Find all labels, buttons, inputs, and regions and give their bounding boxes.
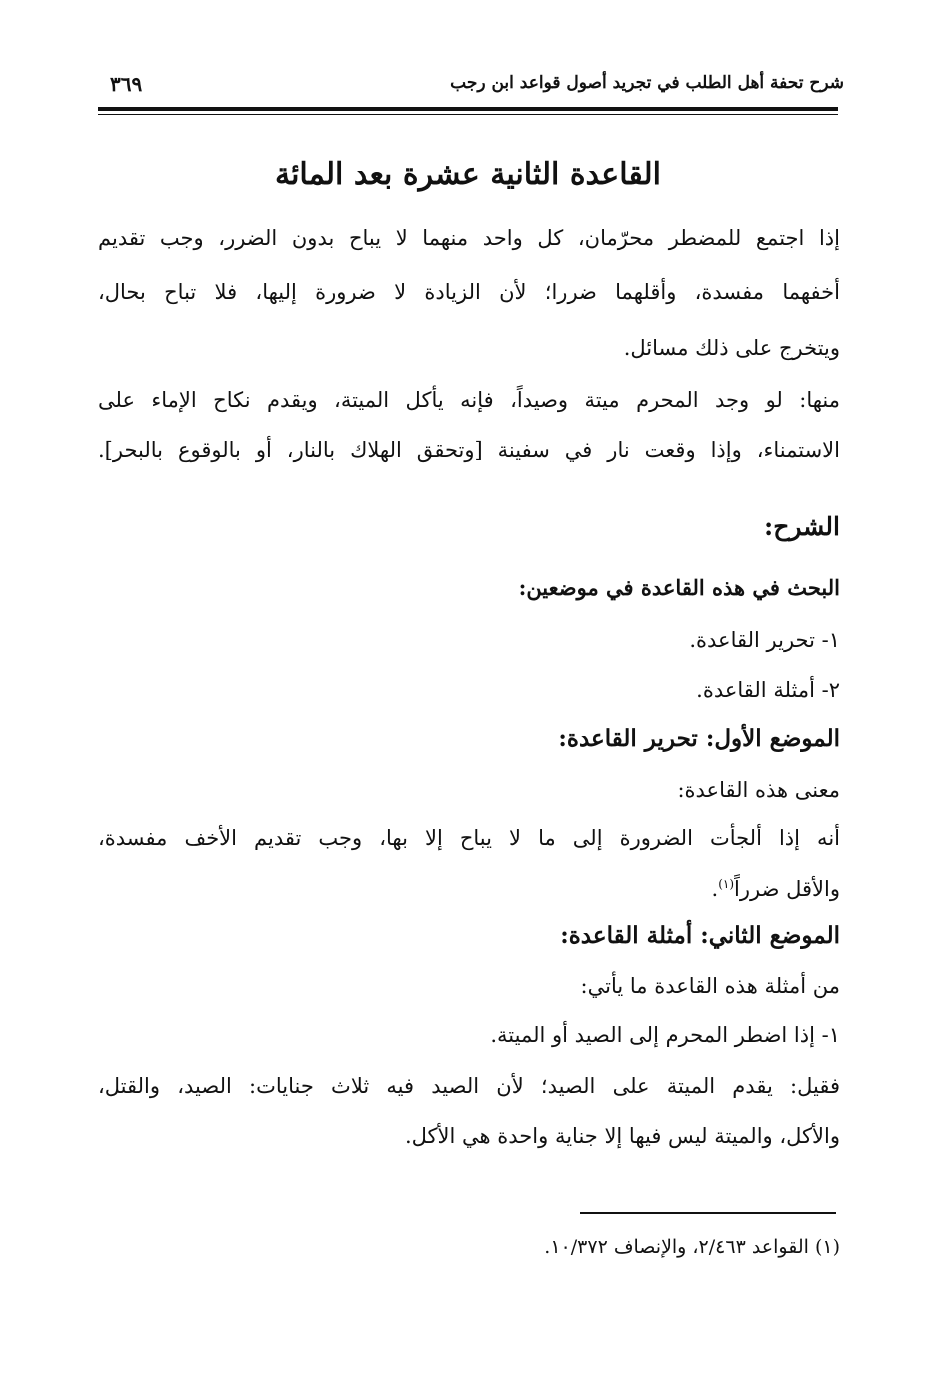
page-number: ٣٦٩ bbox=[110, 72, 143, 96]
rule-text-line-3: ويتخرج على ذلك مسائل. bbox=[623, 336, 840, 360]
section2-intro: من أمثلة هذه القاعدة ما يأتي: bbox=[580, 974, 840, 998]
footnote-ref: (١) bbox=[718, 877, 735, 891]
rule-title: القاعدة الثانية عشرة بعد المائة bbox=[275, 157, 661, 192]
section1-line-2 bbox=[98, 864, 840, 904]
footnote: (١) القواعد ٢/٤٦٣، والإنصاف ١٠/٣٧٢. bbox=[544, 1236, 840, 1258]
section1-heading: الموضع الأول: تحرير القاعدة: bbox=[558, 725, 840, 752]
footnote-separator bbox=[580, 1212, 836, 1214]
section1-label: معنى هذه القاعدة: bbox=[677, 778, 840, 802]
section2-line-2: والأكل، والميتة ليس فيها إلا جناية واحدة هي الأكل. bbox=[404, 1124, 840, 1148]
sharh-item-1: ١- تحرير القاعدة. bbox=[689, 628, 840, 652]
header-rule-thin bbox=[98, 114, 838, 115]
sharh-intro: البحث في هذه القاعدة في موضعين: bbox=[518, 575, 840, 600]
section1-line-2-text: والأقل ضرراً bbox=[734, 877, 840, 901]
section2-line-1: فقيل: يقدم الميتة على الصيد؛ لأن الصيد فيه ثلاث جنايات: الصيد، والقتل، bbox=[98, 1074, 840, 1098]
running-header-title: شرح تحفة أهل الطلب في تجريد أصول قواعد ابن رجب bbox=[450, 73, 844, 93]
example-text-line-1: منها: لو وجد المحرم ميتة وصيداً، فإنه يأكل الميتة، ويقدم نكاح الإماء على bbox=[98, 388, 840, 412]
section2-heading: الموضع الثاني: أمثلة القاعدة: bbox=[560, 922, 840, 949]
section1-line-2-end: . bbox=[711, 877, 719, 901]
rule-text-line-1: إذا اجتمع للمضطر محرّمان، كل واحد منهما لا يباح بدون الضرر، وجب تقديم bbox=[98, 226, 840, 250]
section2-item-1: ١- إذا اضطر المحرم إلى الصيد أو الميتة. bbox=[490, 1023, 840, 1047]
section1-line-1: أنه إذا ألجأت الضرورة إلى ما لا يباح إلا بها، وجب تقديم الأخف مفسدة، bbox=[98, 826, 840, 850]
sharh-item-2: ٢- أمثلة القاعدة. bbox=[696, 678, 840, 702]
example-text-line-2: الاستمناء، وإذا وقعت نار في سفينة [وتحقق الهلاك بالنار، أو بالوقوع بالبحر]. bbox=[98, 438, 840, 462]
rule-text-line-2: أخفهما مفسدة، وأقلهما ضررا؛ لأن الزيادة لا ضرورة إليها، فلا تباح بحال، bbox=[98, 280, 840, 304]
header-rule-thick bbox=[98, 107, 838, 111]
sharh-heading: الشرح: bbox=[763, 512, 840, 541]
